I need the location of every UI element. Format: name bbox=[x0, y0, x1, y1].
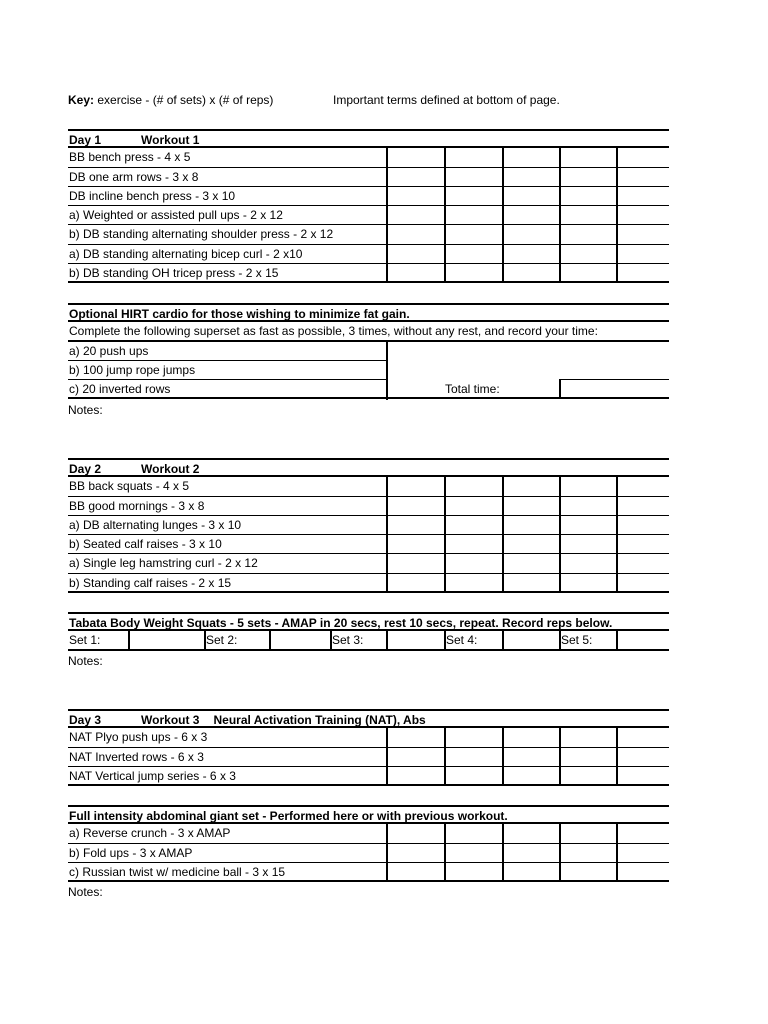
hirt-table bbox=[68, 303, 669, 399]
log-cell[interactable] bbox=[616, 476, 618, 496]
log-cell[interactable] bbox=[559, 515, 561, 535]
set-input-1[interactable] bbox=[128, 630, 130, 649]
day3-subtitle: Neural Activation Training (NAT), Abs bbox=[213, 713, 426, 727]
log-cell[interactable] bbox=[616, 862, 618, 881]
log-cell[interactable] bbox=[502, 244, 504, 264]
log-cell[interactable] bbox=[502, 823, 504, 843]
log-cell[interactable] bbox=[502, 147, 504, 167]
day2-workout: Workout 2 bbox=[141, 462, 200, 476]
table-row bbox=[68, 168, 669, 187]
set-label: Set 5: bbox=[561, 633, 593, 648]
hirt-item: b) 100 jump rope jumps bbox=[69, 362, 196, 377]
log-cell[interactable] bbox=[444, 496, 446, 516]
log-cell[interactable] bbox=[444, 573, 446, 592]
day2-header bbox=[68, 458, 669, 477]
log-cell[interactable] bbox=[616, 843, 618, 863]
log-cell[interactable] bbox=[559, 205, 561, 225]
log-cell[interactable] bbox=[444, 862, 446, 881]
table-row bbox=[68, 245, 669, 264]
exercise-name: a) Single leg hamstring curl - 2 x 12 bbox=[69, 556, 258, 571]
log-cell[interactable] bbox=[616, 747, 618, 767]
log-cell[interactable] bbox=[616, 224, 618, 244]
exercise-name: c) Russian twist w/ medicine ball - 3 x 15 bbox=[69, 864, 286, 879]
log-cell[interactable] bbox=[386, 263, 388, 282]
day2-table bbox=[68, 458, 669, 593]
log-cell[interactable] bbox=[502, 263, 504, 282]
abs-table bbox=[68, 805, 669, 882]
log-cell[interactable] bbox=[386, 766, 388, 785]
hirt-instructions-row bbox=[68, 322, 669, 341]
key-line bbox=[68, 93, 668, 109]
log-cell[interactable] bbox=[616, 496, 618, 516]
log-cell[interactable] bbox=[616, 573, 618, 592]
exercise-name: BB back squats - 4 x 5 bbox=[69, 479, 190, 494]
log-cell[interactable] bbox=[502, 862, 504, 881]
exercise-name: BB bench press - 4 x 5 bbox=[69, 150, 191, 165]
abs-header bbox=[68, 805, 669, 824]
log-cell[interactable] bbox=[616, 147, 618, 167]
table-row bbox=[68, 728, 669, 747]
hirt-item: a) 20 push ups bbox=[69, 343, 149, 358]
table-row bbox=[68, 824, 669, 843]
table-row bbox=[68, 554, 669, 573]
log-cell[interactable] bbox=[386, 534, 388, 554]
log-cell[interactable] bbox=[616, 534, 618, 554]
log-cell[interactable] bbox=[444, 747, 446, 767]
log-cell[interactable] bbox=[502, 167, 504, 187]
table-row bbox=[68, 148, 669, 167]
log-cell[interactable] bbox=[444, 205, 446, 225]
day3-table bbox=[68, 709, 669, 786]
log-cell[interactable] bbox=[444, 186, 446, 206]
day3-header bbox=[68, 709, 669, 728]
log-cell[interactable] bbox=[559, 573, 561, 592]
log-cell[interactable] bbox=[502, 573, 504, 592]
set-input-4[interactable] bbox=[502, 630, 504, 649]
log-cell[interactable] bbox=[502, 766, 504, 785]
abs-notes-label: Notes: bbox=[68, 885, 103, 899]
hirt-header bbox=[68, 303, 669, 322]
exercise-name: NAT Plyo push ups - 6 x 3 bbox=[69, 730, 208, 745]
day2-label: Day 2 bbox=[69, 462, 102, 476]
log-cell[interactable] bbox=[559, 263, 561, 282]
log-cell[interactable] bbox=[386, 747, 388, 767]
exercise-name: b) DB standing OH tricep press - 2 x 15 bbox=[69, 266, 279, 281]
hirt-item: c) 20 inverted rows bbox=[69, 382, 171, 397]
table-row bbox=[68, 477, 669, 496]
tabata-title: Tabata Body Weight Squats - 5 sets - AMAP in 20 secs, rest 10 secs, repeat. Record reps below. bbox=[69, 616, 613, 630]
list-item bbox=[68, 380, 669, 399]
exercise-name: a) DB alternating lunges - 3 x 10 bbox=[69, 517, 242, 532]
terms-note: Important terms defined at bottom of page. bbox=[333, 93, 560, 107]
log-cell[interactable] bbox=[559, 244, 561, 264]
table-row bbox=[68, 767, 669, 786]
table-row bbox=[68, 264, 669, 283]
log-cell[interactable] bbox=[616, 186, 618, 206]
log-cell[interactable] bbox=[386, 553, 388, 573]
exercise-name: DB one arm rows - 3 x 8 bbox=[69, 169, 199, 184]
table-row bbox=[68, 863, 669, 882]
log-cell[interactable] bbox=[502, 515, 504, 535]
log-cell[interactable] bbox=[616, 553, 618, 573]
exercise-name: a) Reverse crunch - 3 x AMAP bbox=[69, 826, 231, 841]
log-cell[interactable] bbox=[616, 167, 618, 187]
log-cell[interactable] bbox=[559, 534, 561, 554]
day1-table bbox=[68, 129, 669, 283]
log-cell[interactable] bbox=[386, 727, 388, 747]
log-cell[interactable] bbox=[616, 823, 618, 843]
hirt-instructions: Complete the following superset as fast as possible, 3 times, without any rest, and record your time: bbox=[69, 324, 598, 339]
log-cell[interactable] bbox=[444, 534, 446, 554]
log-cell[interactable] bbox=[444, 823, 446, 843]
log-cell[interactable] bbox=[559, 496, 561, 516]
log-cell[interactable] bbox=[502, 727, 504, 747]
day1-label: Day 1 bbox=[69, 133, 102, 147]
tabata-sets-row bbox=[68, 631, 669, 650]
set-label: Set 4: bbox=[446, 633, 478, 648]
exercise-name: b) Fold ups - 3 x AMAP bbox=[69, 845, 193, 860]
log-cell[interactable] bbox=[386, 476, 388, 496]
log-cell[interactable] bbox=[559, 843, 561, 863]
log-cell[interactable] bbox=[559, 823, 561, 843]
exercise-name: a) DB standing alternating bicep curl - 2 x10 bbox=[69, 246, 303, 261]
exercise-name: NAT Vertical jump series - 6 x 3 bbox=[69, 768, 236, 783]
day1-workout: Workout 1 bbox=[141, 133, 200, 147]
tabata-header bbox=[68, 612, 669, 631]
exercise-name: BB good mornings - 3 x 8 bbox=[69, 498, 205, 513]
log-cell[interactable] bbox=[386, 167, 388, 187]
log-cell[interactable] bbox=[444, 263, 446, 282]
hirt-title: Optional HIRT cardio for those wishing to minimize fat gain. bbox=[69, 307, 410, 321]
table-row bbox=[68, 844, 669, 863]
exercise-name: b) DB standing alternating shoulder press - 2 x 12 bbox=[69, 227, 334, 242]
total-time-cell[interactable] bbox=[559, 379, 669, 398]
log-cell[interactable] bbox=[444, 553, 446, 573]
log-cell[interactable] bbox=[444, 167, 446, 187]
table-row bbox=[68, 535, 669, 554]
set-input-3[interactable] bbox=[386, 630, 388, 649]
log-cell[interactable] bbox=[616, 766, 618, 785]
table-row bbox=[68, 225, 669, 244]
log-cell[interactable] bbox=[502, 496, 504, 516]
tabata-notes-label: Notes: bbox=[68, 654, 103, 668]
log-cell[interactable] bbox=[444, 244, 446, 264]
day3-workout: Workout 3 bbox=[141, 713, 200, 727]
table-row bbox=[68, 574, 669, 593]
set-label: Set 1: bbox=[69, 633, 101, 648]
log-cell[interactable] bbox=[502, 747, 504, 767]
log-cell[interactable] bbox=[444, 515, 446, 535]
exercise-name: a) Weighted or assisted pull ups - 2 x 12 bbox=[69, 208, 283, 223]
table-row bbox=[68, 187, 669, 206]
log-cell[interactable] bbox=[559, 147, 561, 167]
log-cell[interactable] bbox=[559, 747, 561, 767]
log-cell[interactable] bbox=[502, 843, 504, 863]
set-input-5[interactable] bbox=[616, 630, 618, 649]
exercise-name: NAT Inverted rows - 6 x 3 bbox=[69, 749, 204, 764]
log-cell[interactable] bbox=[502, 205, 504, 225]
log-cell[interactable] bbox=[386, 224, 388, 244]
log-cell[interactable] bbox=[444, 224, 446, 244]
set-label: Set 3: bbox=[332, 633, 364, 648]
log-cell[interactable] bbox=[386, 244, 388, 264]
key-text: exercise - (# of sets) x (# of reps) bbox=[97, 93, 274, 107]
log-cell[interactable] bbox=[616, 727, 618, 747]
day1-header bbox=[68, 129, 669, 148]
hirt-notes-label: Notes: bbox=[68, 403, 103, 417]
log-cell[interactable] bbox=[444, 843, 446, 863]
log-cell[interactable] bbox=[386, 496, 388, 516]
log-cell[interactable] bbox=[559, 167, 561, 187]
set-label: Set 2: bbox=[206, 633, 238, 648]
tabata-table bbox=[68, 612, 669, 651]
abs-title: Full intensity abdominal giant set - Performed here or with previous workout. bbox=[69, 809, 508, 823]
log-cell[interactable] bbox=[559, 224, 561, 244]
log-cell[interactable] bbox=[444, 727, 446, 747]
log-cell[interactable] bbox=[386, 843, 388, 863]
log-cell[interactable] bbox=[444, 147, 446, 167]
list-item bbox=[68, 361, 386, 380]
exercise-name: b) Seated calf raises - 3 x 10 bbox=[69, 537, 222, 552]
log-cell[interactable] bbox=[559, 553, 561, 573]
log-cell[interactable] bbox=[386, 573, 388, 592]
hirt-items bbox=[68, 342, 669, 400]
log-cell[interactable] bbox=[386, 147, 388, 167]
table-row bbox=[68, 497, 669, 516]
table-row bbox=[68, 516, 669, 535]
log-cell[interactable] bbox=[386, 862, 388, 881]
log-cell[interactable] bbox=[502, 534, 504, 554]
log-cell[interactable] bbox=[386, 186, 388, 206]
log-cell[interactable] bbox=[616, 263, 618, 282]
list-item bbox=[68, 342, 386, 361]
log-cell[interactable] bbox=[616, 515, 618, 535]
day3-label: Day 3 bbox=[69, 713, 102, 727]
log-cell[interactable] bbox=[386, 205, 388, 225]
log-cell[interactable] bbox=[559, 862, 561, 881]
log-cell[interactable] bbox=[559, 766, 561, 785]
exercise-name: b) Standing calf raises - 2 x 15 bbox=[69, 575, 232, 590]
log-cell[interactable] bbox=[502, 224, 504, 244]
log-cell[interactable] bbox=[616, 244, 618, 264]
log-cell[interactable] bbox=[502, 553, 504, 573]
log-cell[interactable] bbox=[559, 727, 561, 747]
key-label: Key: bbox=[68, 93, 95, 107]
log-cell[interactable] bbox=[386, 515, 388, 535]
log-cell[interactable] bbox=[616, 205, 618, 225]
log-cell[interactable] bbox=[444, 476, 446, 496]
exercise-name: DB incline bench press - 3 x 10 bbox=[69, 188, 236, 203]
log-cell[interactable] bbox=[386, 823, 388, 843]
table-row bbox=[68, 748, 669, 767]
log-cell[interactable] bbox=[559, 186, 561, 206]
log-cell[interactable] bbox=[502, 476, 504, 496]
log-cell[interactable] bbox=[559, 476, 561, 496]
set-input-2[interactable] bbox=[269, 630, 271, 649]
table-row bbox=[68, 206, 669, 225]
log-cell[interactable] bbox=[444, 766, 446, 785]
total-time-label: Total time: bbox=[445, 382, 500, 397]
log-cell[interactable] bbox=[502, 186, 504, 206]
